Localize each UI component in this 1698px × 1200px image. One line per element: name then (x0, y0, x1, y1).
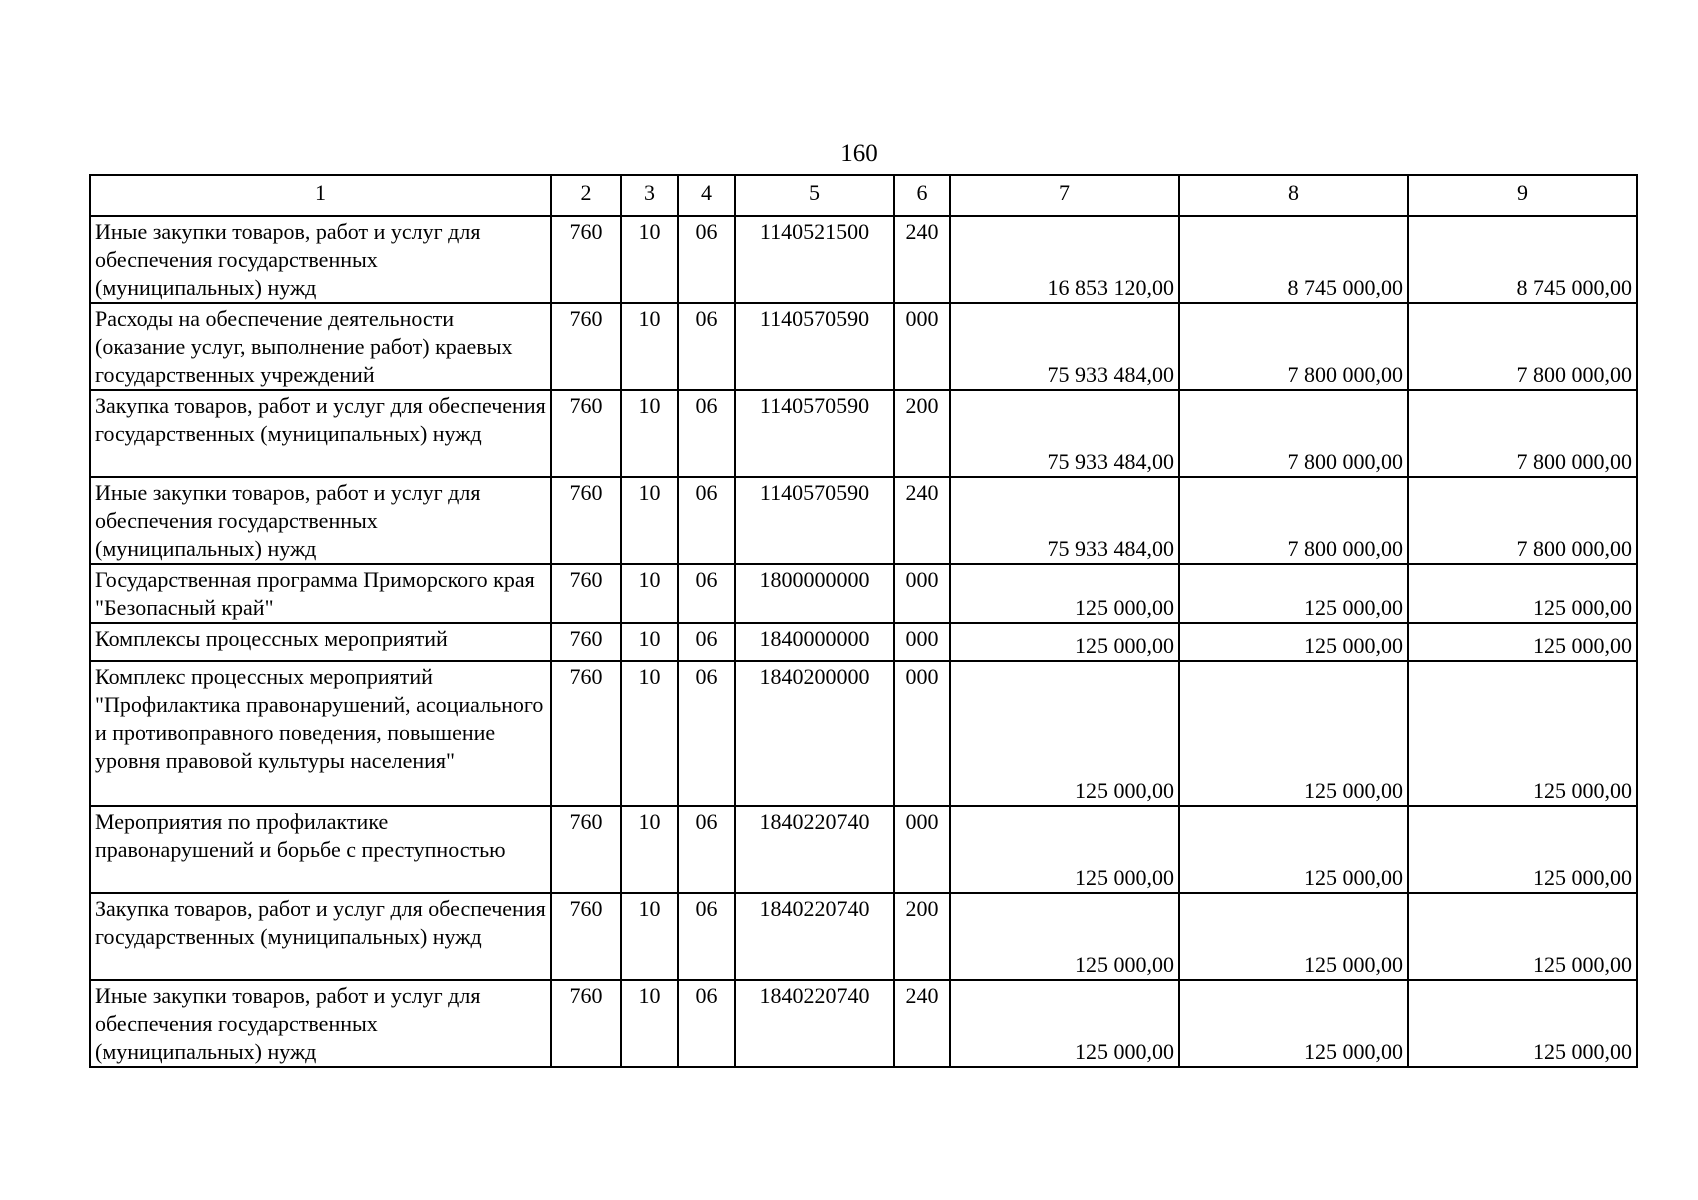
page-number: 160 (840, 140, 878, 167)
target-article-cell: 1840220740 (735, 980, 894, 1067)
column-header: 6 (894, 175, 950, 216)
admin-code-cell: 760 (551, 564, 621, 623)
row-name-cell: Закупка товаров, работ и услуг для обеспечения государственных (муниципальных) нужд (90, 893, 551, 980)
subsection-code-cell: 06 (678, 661, 735, 806)
amount-cell-col7: 125 000,00 (950, 980, 1179, 1067)
table-row (90, 980, 1637, 1067)
section-code-cell: 10 (621, 980, 678, 1067)
amount-cell-col7: 125 000,00 (950, 623, 1179, 661)
section-code-cell: 10 (621, 806, 678, 893)
amount-cell-col7: 16 853 120,00 (950, 216, 1179, 303)
column-header: 2 (551, 175, 621, 216)
column-header: 1 (90, 175, 551, 216)
column-header: 4 (678, 175, 735, 216)
admin-code-cell: 760 (551, 980, 621, 1067)
subsection-code-cell: 06 (678, 893, 735, 980)
row-name-cell: Комплексы процессных мероприятий (90, 623, 551, 661)
amount-cell-col7: 75 933 484,00 (950, 390, 1179, 477)
expense-type-cell: 200 (894, 893, 950, 980)
amount-cell-col8: 8 745 000,00 (1179, 216, 1408, 303)
amount-cell-col8: 125 000,00 (1179, 661, 1408, 806)
table-row (90, 390, 1637, 477)
amount-cell-col7: 125 000,00 (950, 806, 1179, 893)
expense-type-cell: 240 (894, 216, 950, 303)
table-row (90, 477, 1637, 564)
amount-cell-col8: 125 000,00 (1179, 564, 1408, 623)
table-row (90, 661, 1637, 806)
subsection-code-cell: 06 (678, 980, 735, 1067)
table-row (90, 623, 1637, 661)
target-article-cell: 1840220740 (735, 806, 894, 893)
section-code-cell: 10 (621, 661, 678, 806)
amount-cell-col9: 125 000,00 (1408, 980, 1637, 1067)
amount-cell-col9: 8 745 000,00 (1408, 216, 1637, 303)
section-code-cell: 10 (621, 564, 678, 623)
subsection-code-cell: 06 (678, 216, 735, 303)
row-name-cell: Иные закупки товаров, работ и услуг для обеспечения государственных (муниципальных) нужд (90, 477, 551, 564)
column-header: 9 (1408, 175, 1637, 216)
target-article-cell: 1140570590 (735, 303, 894, 390)
amount-cell-col9: 7 800 000,00 (1408, 390, 1637, 477)
amount-cell-col9: 125 000,00 (1408, 623, 1637, 661)
subsection-code-cell: 06 (678, 303, 735, 390)
expense-type-cell: 000 (894, 564, 950, 623)
amount-cell-col8: 125 000,00 (1179, 980, 1408, 1067)
amount-cell-col9: 7 800 000,00 (1408, 303, 1637, 390)
amount-cell-col8: 125 000,00 (1179, 893, 1408, 980)
amount-cell-col9: 125 000,00 (1408, 893, 1637, 980)
table-row (90, 216, 1637, 303)
amount-cell-col9: 125 000,00 (1408, 806, 1637, 893)
expense-type-cell: 200 (894, 390, 950, 477)
amount-cell-col8: 125 000,00 (1179, 806, 1408, 893)
row-name-cell: Расходы на обеспечение деятельности (оказание услуг, выполнение работ) краевых государственных учреждений (90, 303, 551, 390)
target-article-cell: 1800000000 (735, 564, 894, 623)
column-header: 3 (621, 175, 678, 216)
subsection-code-cell: 06 (678, 623, 735, 661)
row-name-cell: Государственная программа Приморского края "Безопасный край" (90, 564, 551, 623)
section-code-cell: 10 (621, 390, 678, 477)
admin-code-cell: 760 (551, 893, 621, 980)
section-code-cell: 10 (621, 216, 678, 303)
subsection-code-cell: 06 (678, 806, 735, 893)
row-name-cell: Иные закупки товаров, работ и услуг для обеспечения государственных (муниципальных) нужд (90, 980, 551, 1067)
target-article-cell: 1840220740 (735, 893, 894, 980)
amount-cell-col7: 75 933 484,00 (950, 303, 1179, 390)
expense-type-cell: 000 (894, 303, 950, 390)
column-header: 5 (735, 175, 894, 216)
amount-cell-col9: 125 000,00 (1408, 661, 1637, 806)
amount-cell-col8: 125 000,00 (1179, 623, 1408, 661)
table-row (90, 806, 1637, 893)
target-article-cell: 1140570590 (735, 477, 894, 564)
target-article-cell: 1140570590 (735, 390, 894, 477)
admin-code-cell: 760 (551, 216, 621, 303)
expense-type-cell: 240 (894, 980, 950, 1067)
admin-code-cell: 760 (551, 390, 621, 477)
row-name-cell: Иные закупки товаров, работ и услуг для обеспечения государственных (муниципальных) нужд (90, 216, 551, 303)
table-header-row (90, 175, 1637, 216)
amount-cell-col7: 75 933 484,00 (950, 477, 1179, 564)
expense-type-cell: 000 (894, 661, 950, 806)
amount-cell-col8: 7 800 000,00 (1179, 390, 1408, 477)
subsection-code-cell: 06 (678, 477, 735, 564)
expense-type-cell: 000 (894, 623, 950, 661)
section-code-cell: 10 (621, 623, 678, 661)
row-name-cell: Мероприятия по профилактике правонарушений и борьбе с преступностью (90, 806, 551, 893)
budget-table (89, 174, 1638, 1068)
section-code-cell: 10 (621, 303, 678, 390)
amount-cell-col7: 125 000,00 (950, 661, 1179, 806)
subsection-code-cell: 06 (678, 564, 735, 623)
target-article-cell: 1840200000 (735, 661, 894, 806)
column-header: 7 (950, 175, 1179, 216)
target-article-cell: 1140521500 (735, 216, 894, 303)
expense-type-cell: 000 (894, 806, 950, 893)
admin-code-cell: 760 (551, 806, 621, 893)
amount-cell-col8: 7 800 000,00 (1179, 477, 1408, 564)
admin-code-cell: 760 (551, 661, 621, 806)
column-header: 8 (1179, 175, 1408, 216)
target-article-cell: 1840000000 (735, 623, 894, 661)
amount-cell-col9: 125 000,00 (1408, 564, 1637, 623)
row-name-cell: Закупка товаров, работ и услуг для обеспечения государственных (муниципальных) нужд (90, 390, 551, 477)
table-row (90, 893, 1637, 980)
expense-type-cell: 240 (894, 477, 950, 564)
subsection-code-cell: 06 (678, 390, 735, 477)
table-row (90, 564, 1637, 623)
amount-cell-col8: 7 800 000,00 (1179, 303, 1408, 390)
amount-cell-col7: 125 000,00 (950, 564, 1179, 623)
table-row (90, 303, 1637, 390)
admin-code-cell: 760 (551, 623, 621, 661)
amount-cell-col9: 7 800 000,00 (1408, 477, 1637, 564)
section-code-cell: 10 (621, 893, 678, 980)
amount-cell-col7: 125 000,00 (950, 893, 1179, 980)
admin-code-cell: 760 (551, 477, 621, 564)
row-name-cell: Комплекс процессных мероприятий "Профилактика правонарушений, асоциального и противоправного поведения, повышение уровня правовой культуры населения" (90, 661, 551, 806)
admin-code-cell: 760 (551, 303, 621, 390)
section-code-cell: 10 (621, 477, 678, 564)
